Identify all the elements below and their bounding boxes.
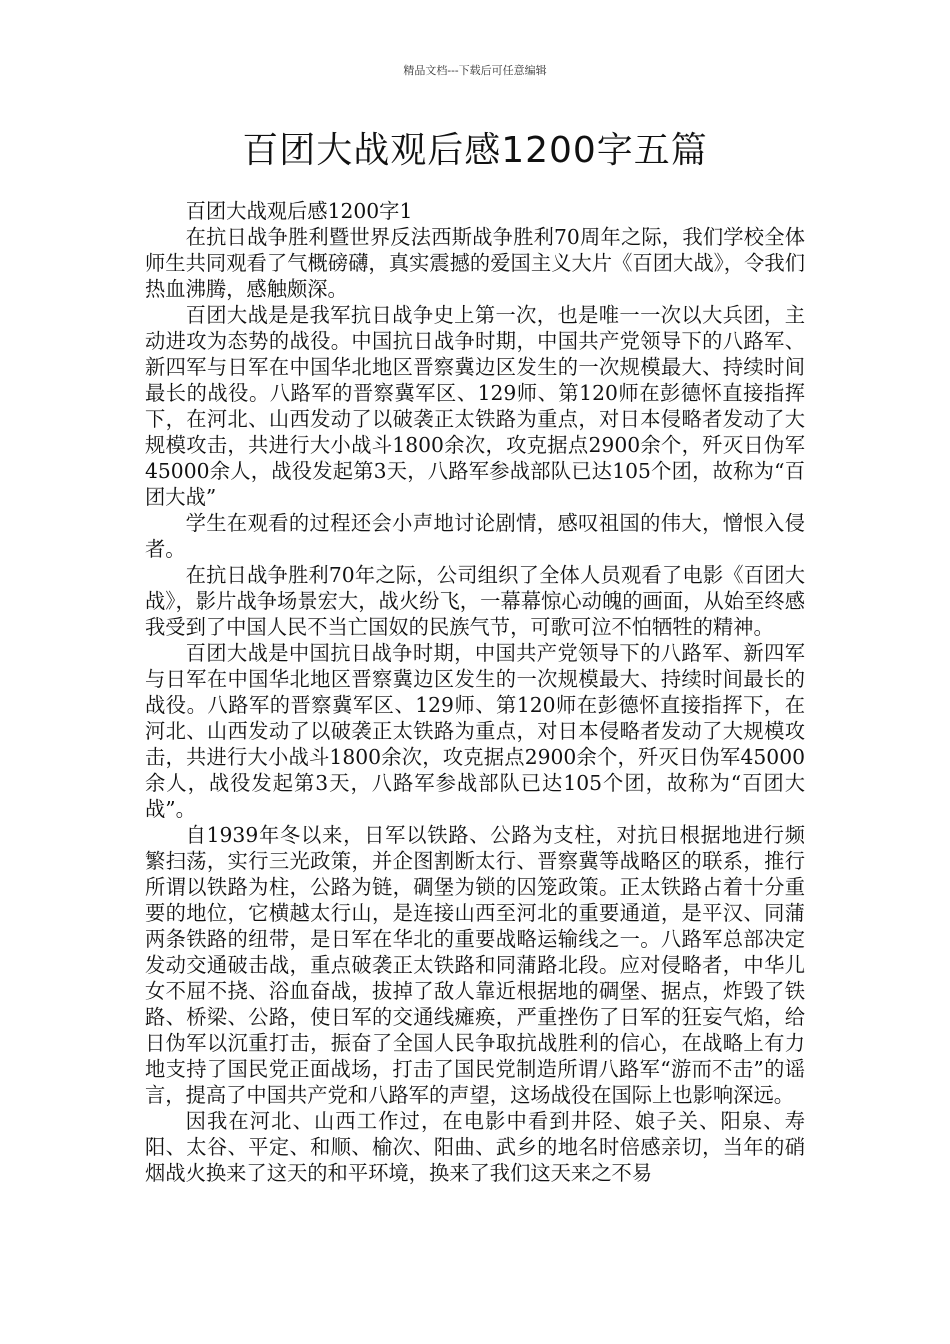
paragraph-5: 在抗日战争胜利70年之际，公司组织了全体人员观看了电影《百团大战》，影片战争场景宏大，战火纷飞，一幕幕惊心动魄的画面，从始至终感我受到了中国人民不当亡国奴的民族气节，可歌可泣不怕牺牲的精神。 (145, 563, 805, 639)
paragraph-2: 在抗日战争胜利暨世界反法西斯战争胜利70周年之际，我们学校全体师生共同观看了气概磅礴，真实震撼的爱国主义大片《百团大战》，令我们热血沸腾，感触颇深。 (145, 225, 805, 301)
paragraph-1: 百团大战观后感1200字1 (185, 199, 413, 223)
header-note: 精品文档---下载后可任意编辑 (403, 64, 547, 77)
paragraph-3: 百团大战是是我军抗日战争史上第一次，也是唯一一次以大兵团，主动进攻为态势的战役。中国抗日战争时期，中国共产党领导下的八路军、新四军与日军在中国华北地区晋察冀边区发生的一次规模最大、持续时间最长的战役。八路军的晋察冀军区、129师、第120师在彭德怀直接指挥下，在河北、山西发动了以破袭正太铁路为重点，对日本侵略者发动了大规模攻击，共进行大小战斗1800余次，攻克据点2900余个，歼灭日伪军45000余人，战役发起第3天，八路军参战部队已达105个团，故称为“百团大战” (145, 303, 805, 509)
paragraph-7: 自1939年冬以来，日军以铁路、公路为支柱，对抗日根据地进行频繁扫荡，实行三光政策，并企图割断太行、晋察冀等战略区的联系，推行所谓以铁路为柱，公路为链，碉堡为锁的囚笼政策。正太铁路占着十分重要的地位，它横越太行山，是连接山西至河北的重要通道，是平汉、同蒲两条铁路的纽带，是日军在华北的重要战略运输线之一。八路军总部决定发动交通破击战，重点破袭正太铁路和同蒲路北段。应对侵略者，中华儿女不屈不挠、浴血奋战，拔掉了敌人靠近根据地的碉堡、据点，炸毁了铁路、桥梁、公路，使日军的交通线瘫痪，严重挫伤了日军的狂妄气焰，给日伪军以沉重打击，振奋了全国人民争取抗战胜利的信心，在战略上有力地支持了国民党正面战场，打击了国民党制造所谓八路军“游而不击”的谣言，提高了中国共产党和八路军的声望，这场战役在国际上也影响深远。 (145, 823, 805, 1107)
paragraph-4: 学生在观看的过程还会小声地讨论剧情，感叹祖国的伟大，憎恨入侵者。 (145, 511, 805, 561)
paragraph-6: 百团大战是中国抗日战争时期，中国共产党领导下的八路军、新四军与日军在中国华北地区晋察冀边区发生的一次规模最大、持续时间最长的战役。八路军的晋察冀军区、129师、第120师在彭德怀直接指挥下，在河北、山西发动了以破袭正太铁路为重点，对日本侵略者发动了大规模攻击，共进行大小战斗1800余次，攻克据点2900余个，歼灭日伪军45000余人，战役发起第3天，八路军参战部队已达105个团，故称为“百团大战”。 (145, 641, 805, 821)
document-body (145, 198, 805, 1186)
document-title: 百团大战观后感1200字五篇 (242, 130, 708, 171)
paragraph-8: 因我在河北、山西工作过，在电影中看到井陉、娘子关、阳泉、寿阳、太谷、平定、和顺、榆次、阳曲、武乡的地名时倍感亲切，当年的硝烟战火换来了这天的和平环境，换来了我们这天来之不易 (145, 1109, 805, 1185)
